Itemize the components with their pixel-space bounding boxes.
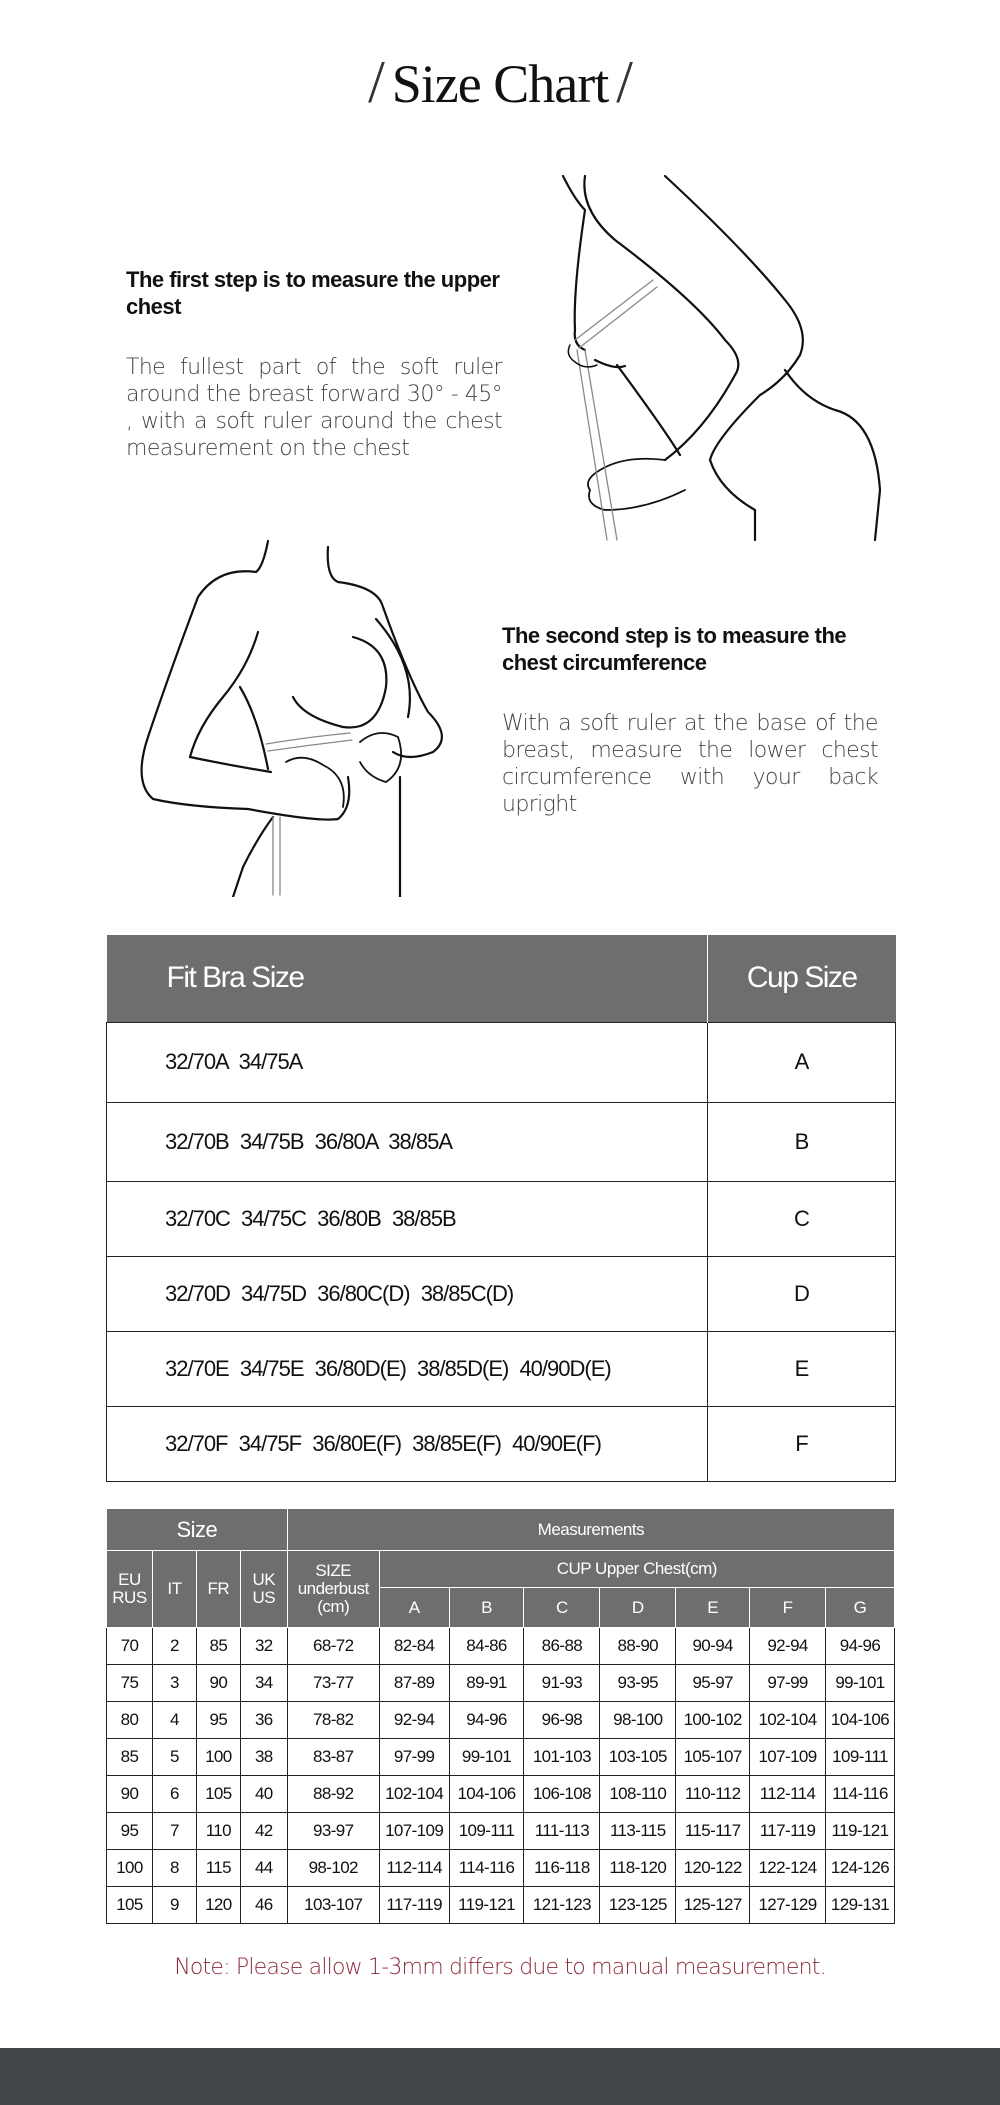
- cup-d-cell: 93-95: [600, 1665, 676, 1702]
- eu-rus-cell: 90: [107, 1776, 153, 1813]
- cup-e-header: E: [676, 1588, 750, 1628]
- table-row: [107, 1813, 895, 1850]
- it-header: IT: [152, 1551, 196, 1628]
- cup-b-cell: 109-111: [449, 1813, 524, 1850]
- cup-g-cell: 104-106: [826, 1702, 895, 1739]
- step2-body: With a soft ruler at the base of the breast, measure the lower chest circumference with your back upright: [502, 711, 878, 817]
- fit-sizes-cell: 32/70D 34/75D 36/80C(D) 38/85C(D): [107, 1256, 708, 1331]
- underbust-cell: 88-92: [287, 1776, 379, 1813]
- eu-rus-cell: 80: [107, 1702, 153, 1739]
- cup-f-cell: 122-124: [750, 1850, 826, 1887]
- cup-c-cell: 86-88: [524, 1628, 600, 1665]
- cup-d-cell: 98-100: [600, 1702, 676, 1739]
- measurement-note: Note: Please allow 1-3mm differs due to manual measurement.: [174, 1955, 826, 1980]
- cup-a-cell: 117-119: [379, 1887, 449, 1924]
- fr-cell: 105: [196, 1776, 240, 1813]
- cup-f-cell: 92-94: [750, 1628, 826, 1665]
- cup-cell: C: [708, 1181, 896, 1256]
- uk-us-cell: 46: [240, 1887, 287, 1924]
- cup-b-cell: 114-116: [449, 1850, 524, 1887]
- cup-a-cell: 97-99: [379, 1739, 449, 1776]
- underbust-cell: 68-72: [287, 1628, 379, 1665]
- eu-rus-header: EU RUS: [107, 1551, 153, 1628]
- cup-g-cell: 119-121: [826, 1813, 895, 1850]
- cup-d-cell: 88-90: [600, 1628, 676, 1665]
- cup-cell: D: [708, 1256, 896, 1331]
- measurements-group-header: Measurements: [287, 1509, 894, 1551]
- fr-cell: 100: [196, 1739, 240, 1776]
- step1-heading: The first step is to measure the upper chest: [126, 267, 500, 319]
- cup-a-cell: 87-89: [379, 1665, 449, 1702]
- uk-us-header: UK US: [240, 1551, 287, 1628]
- cup-g-cell: 124-126: [826, 1850, 895, 1887]
- title-text: Size Chart: [391, 54, 609, 114]
- cup-cell: B: [708, 1102, 896, 1181]
- cup-d-cell: 118-120: [600, 1850, 676, 1887]
- underbust-cell: 98-102: [287, 1850, 379, 1887]
- fit-sizes-cell: 32/70F 34/75F 36/80E(F) 38/85E(F) 40/90E(F): [107, 1406, 708, 1481]
- cup-e-cell: 95-97: [676, 1665, 750, 1702]
- underbust-cell: 73-77: [287, 1665, 379, 1702]
- underbust-header: SIZE underbust (cm): [287, 1551, 379, 1628]
- cup-b-cell: 94-96: [449, 1702, 524, 1739]
- cup-g-cell: 109-111: [826, 1739, 895, 1776]
- it-cell: 4: [152, 1702, 196, 1739]
- upper-chest-illustration: [545, 170, 890, 545]
- cup-g-cell: 94-96: [826, 1628, 895, 1665]
- cup-c-cell: 111-113: [524, 1813, 600, 1850]
- cup-c-cell: 101-103: [524, 1739, 600, 1776]
- cup-upper-chest-header: CUP Upper Chest(cm): [379, 1551, 894, 1588]
- underbust-illustration: [128, 537, 458, 897]
- fr-cell: 85: [196, 1628, 240, 1665]
- fr-cell: 90: [196, 1665, 240, 1702]
- eu-rus-cell: 100: [107, 1850, 153, 1887]
- table-row: [107, 1022, 896, 1102]
- it-cell: 2: [152, 1628, 196, 1665]
- cup-a-header: A: [379, 1588, 449, 1628]
- it-cell: 6: [152, 1776, 196, 1813]
- it-cell: 3: [152, 1665, 196, 1702]
- page-title: [0, 48, 1000, 117]
- it-cell: 9: [152, 1887, 196, 1924]
- cup-b-cell: 99-101: [449, 1739, 524, 1776]
- cup-e-cell: 100-102: [676, 1702, 750, 1739]
- fr-cell: 115: [196, 1850, 240, 1887]
- table-row: [107, 1702, 895, 1739]
- cup-e-cell: 105-107: [676, 1739, 750, 1776]
- table-row: [107, 1102, 896, 1181]
- cup-c-cell: 121-123: [524, 1887, 600, 1924]
- uk-us-cell: 42: [240, 1813, 287, 1850]
- cup-c-cell: 96-98: [524, 1702, 600, 1739]
- step1-body: The fullest part of the soft ruler around the breast forward 30° - 45° , with a soft ruler around the chest measurement on the chest: [126, 355, 502, 461]
- measurements-table: [106, 1508, 895, 1924]
- uk-us-cell: 36: [240, 1702, 287, 1739]
- cup-a-cell: 102-104: [379, 1776, 449, 1813]
- table-row: [107, 1776, 895, 1813]
- table-row: [107, 1181, 896, 1256]
- cup-f-cell: 107-109: [750, 1739, 826, 1776]
- table-row: [107, 1628, 895, 1665]
- it-cell: 8: [152, 1850, 196, 1887]
- eu-rus-cell: 95: [107, 1813, 153, 1850]
- cup-e-cell: 115-117: [676, 1813, 750, 1850]
- cup-f-cell: 112-114: [750, 1776, 826, 1813]
- fr-header: FR: [196, 1551, 240, 1628]
- cup-b-cell: 104-106: [449, 1776, 524, 1813]
- table-row: [107, 1887, 895, 1924]
- cup-g-cell: 114-116: [826, 1776, 895, 1813]
- cup-d-cell: 113-115: [600, 1813, 676, 1850]
- eu-rus-cell: 75: [107, 1665, 153, 1702]
- uk-us-cell: 38: [240, 1739, 287, 1776]
- cup-a-cell: 92-94: [379, 1702, 449, 1739]
- cup-g-cell: 129-131: [826, 1887, 895, 1924]
- cup-d-cell: 103-105: [600, 1739, 676, 1776]
- cup-a-cell: 82-84: [379, 1628, 449, 1665]
- it-cell: 7: [152, 1813, 196, 1850]
- fit-bra-size-header: Fit Bra Size: [107, 935, 708, 1022]
- uk-us-cell: 32: [240, 1628, 287, 1665]
- fit-sizes-cell: 32/70B 34/75B 36/80A 38/85A: [107, 1102, 708, 1181]
- cup-b-cell: 84-86: [449, 1628, 524, 1665]
- footer-bar: [0, 2048, 1000, 2105]
- cup-f-cell: 117-119: [750, 1813, 826, 1850]
- fit-sizes-cell: 32/70A 34/75A: [107, 1022, 708, 1102]
- uk-us-cell: 34: [240, 1665, 287, 1702]
- underbust-cell: 83-87: [287, 1739, 379, 1776]
- title-slash-right: /: [616, 49, 632, 115]
- cup-a-cell: 107-109: [379, 1813, 449, 1850]
- cup-d-cell: 123-125: [600, 1887, 676, 1924]
- fr-cell: 110: [196, 1813, 240, 1850]
- cup-d-cell: 108-110: [600, 1776, 676, 1813]
- cup-b-cell: 119-121: [449, 1887, 524, 1924]
- uk-us-cell: 44: [240, 1850, 287, 1887]
- cup-c-header: C: [524, 1588, 600, 1628]
- underbust-cell: 93-97: [287, 1813, 379, 1850]
- cup-cell: F: [708, 1406, 896, 1481]
- eu-rus-cell: 105: [107, 1887, 153, 1924]
- cup-b-cell: 89-91: [449, 1665, 524, 1702]
- underbust-cell: 103-107: [287, 1887, 379, 1924]
- cup-d-header: D: [600, 1588, 676, 1628]
- table-row: [107, 1850, 895, 1887]
- underbust-cell: 78-82: [287, 1702, 379, 1739]
- table-row: [107, 1256, 896, 1331]
- step2-heading: The second step is to measure the chest circumference: [502, 623, 847, 675]
- cup-f-cell: 97-99: [750, 1665, 826, 1702]
- size-group-header: Size: [107, 1509, 288, 1551]
- fit-sizes-cell: 32/70C 34/75C 36/80B 38/85B: [107, 1181, 708, 1256]
- cup-a-cell: 112-114: [379, 1850, 449, 1887]
- cup-g-cell: 99-101: [826, 1665, 895, 1702]
- table-row: [107, 1331, 896, 1406]
- cup-f-cell: 102-104: [750, 1702, 826, 1739]
- cup-cell: A: [708, 1022, 896, 1102]
- cup-e-cell: 90-94: [676, 1628, 750, 1665]
- cup-cell: E: [708, 1331, 896, 1406]
- cup-c-cell: 116-118: [524, 1850, 600, 1887]
- cup-size-header: Cup Size: [708, 935, 896, 1022]
- cup-e-cell: 120-122: [676, 1850, 750, 1887]
- cup-c-cell: 91-93: [524, 1665, 600, 1702]
- eu-rus-cell: 85: [107, 1739, 153, 1776]
- table-row: [107, 1665, 895, 1702]
- fit-bra-size-table: [106, 935, 896, 1482]
- title-slash-left: /: [368, 49, 384, 115]
- fr-cell: 95: [196, 1702, 240, 1739]
- fr-cell: 120: [196, 1887, 240, 1924]
- cup-e-cell: 110-112: [676, 1776, 750, 1813]
- cup-b-header: B: [449, 1588, 524, 1628]
- cup-f-header: F: [750, 1588, 826, 1628]
- cup-f-cell: 127-129: [750, 1887, 826, 1924]
- table-row: [107, 1739, 895, 1776]
- eu-rus-cell: 70: [107, 1628, 153, 1665]
- it-cell: 5: [152, 1739, 196, 1776]
- cup-e-cell: 125-127: [676, 1887, 750, 1924]
- table-row: [107, 1406, 896, 1481]
- fit-sizes-cell: 32/70E 34/75E 36/80D(E) 38/85D(E) 40/90D(E): [107, 1331, 708, 1406]
- uk-us-cell: 40: [240, 1776, 287, 1813]
- cup-g-header: G: [826, 1588, 895, 1628]
- cup-c-cell: 106-108: [524, 1776, 600, 1813]
